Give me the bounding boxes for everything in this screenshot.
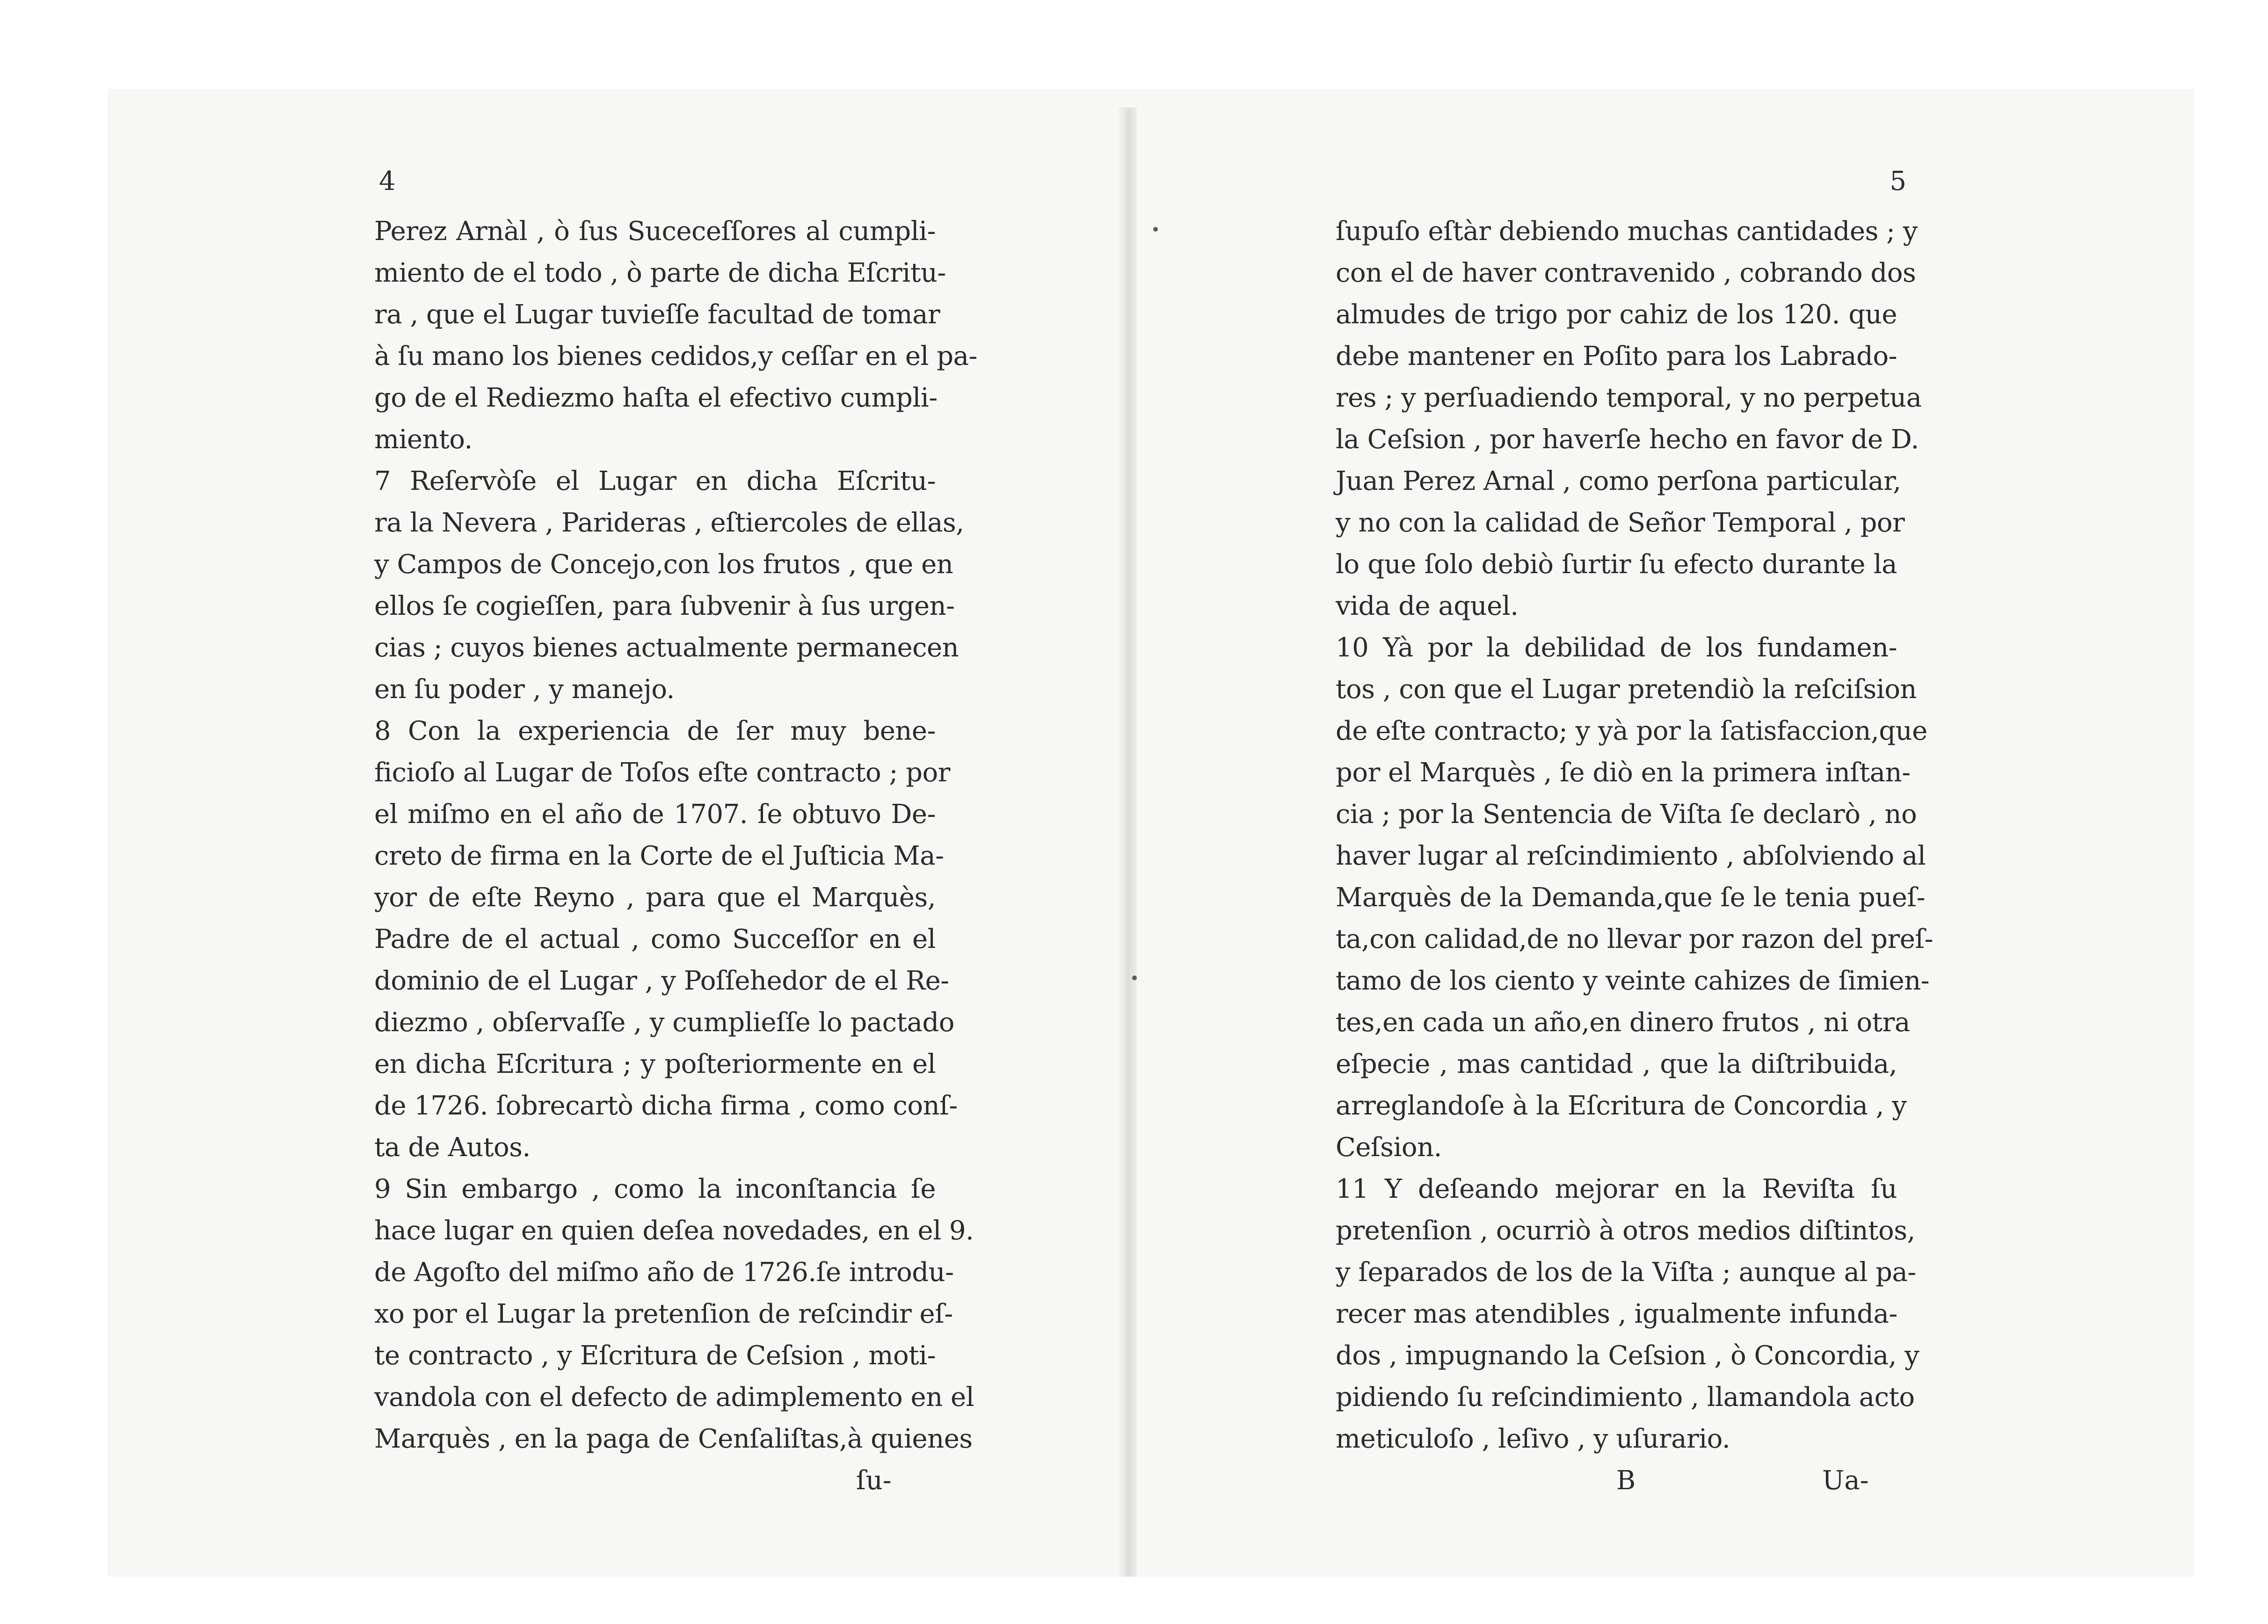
text-line: te contracto , y Eſcritura de Ceſsion , moti- [374,1340,936,1371]
text-line: debe mantener en Poſito para los Labrado- [1336,341,1897,371]
text-line: Juan Perez Arnal , como perſona particular, [1336,466,1901,496]
text-line: de Agoſto del miſmo año de 1726.ſe introdu- [374,1257,954,1288]
text-line: y Campos de Concejo,con los frutos , que en [374,549,953,580]
text-line: por el Marquès , ſe diò en la primera inſtan- [1336,757,1911,788]
text-line: almudes de trigo por cahiz de los 120. que [1336,299,1897,330]
text-line: 11 Y deſeando mejorar en la Reviſta ſu [1336,1174,1897,1204]
text-line: creto de firma en la Corte de el Juſticia Ma- [374,841,944,871]
book-gutter [1118,108,1137,1577]
text-line: Marquès de la Demanda,que ſe le tenia pueſ- [1336,882,1925,913]
text-line: cia ; por la Sentencia de Viſta ſe declarò , no [1336,799,1917,830]
text-line: la Ceſsion , por haverſe hecho en favor de D. [1336,424,1919,455]
text-line: hace lugar en quien deſea novedades, en el 9. [374,1216,974,1246]
text-line: tamo de los ciento y veinte cahizes de ſimien- [1336,966,1930,996]
text-line: vida de aquel. [1336,591,1519,621]
text-line: lo que ſolo debiò ſurtir ſu efecto durante la [1336,549,1897,580]
text-line: ta,con calidad,de no llevar por razon del preſ- [1336,924,1933,954]
page-number: 5 [1890,166,1906,197]
text-line: miento. [374,424,472,455]
text-line: con el de haver contravenido , cobrando dos [1336,258,1916,288]
text-line: 8 Con la experiencia de ſer muy bene- [374,716,936,746]
text-line: 7 Reſervòſe el Lugar en dicha Eſcritu- [374,466,936,496]
text-line: ra la Nevera , Parideras , eſtiercoles de ellas, [374,508,964,538]
text-line: pidiendo ſu reſcindimiento , llamandola acto [1336,1382,1915,1413]
text-line: ficioſo al Lugar de Toſos eſte contracto ; por [374,757,951,788]
text-line: y ſeparados de los de la Viſta ; aunque al pa- [1336,1257,1916,1288]
text-line: yor de eſte Reyno , para que el Marquès, [374,882,936,913]
text-line: à ſu mano los bienes cedidos,y ceſſar en el pa- [374,341,977,371]
ink-speck [1153,227,1158,232]
text-line: haver lugar al reſcindimiento , abſolviendo al [1336,841,1926,871]
text-line: Marquès , en la paga de Cenſaliſtas,à quienes [374,1424,973,1454]
text-line: ta de Autos. [374,1132,531,1163]
text-line: tos , con que el Lugar pretendiò la reſciſsion [1336,674,1917,705]
catchword-line [1336,1460,1897,1501]
text-line: ellos ſe cogieſſen, para ſubvenir à ſus urgen- [374,591,955,621]
text-line: ra , que el Lugar tuvieſſe facultad de tomar [374,299,940,330]
text-line: en ſu poder , y manejo. [374,674,675,705]
catchword: ſu- [856,1465,892,1496]
catchword-line [374,1460,936,1501]
text-line: y no con la calidad de Señor Temporal , por [1336,508,1905,538]
text-line: en dicha Eſcritura ; y poſteriormente en el [374,1049,936,1079]
page-text [1336,211,1933,1501]
text-line: de 1726. ſobrecartò dicha firma , como conſ- [374,1091,958,1121]
text-line: arreglandoſe à la Eſcritura de Concordia , y [1336,1091,1907,1121]
text-line: miento de el todo , ò parte de dicha Eſcritu- [374,258,946,288]
text-line: pretenſion , ocurriò à otros medios diſtintos, [1336,1216,1915,1246]
text-line: recer mas atendibles , igualmente infunda- [1336,1299,1897,1329]
text-line: xo por el Lugar la pretenſion de reſcindir eſ- [374,1299,953,1329]
text-line: Padre de el actual , como Succeſſor en el [374,924,936,954]
text-line: res ; y perſuadiendo temporal, y no perpetua [1336,383,1922,413]
text-line: de eſte contracto; y yà por la ſatisfaccion,que [1336,716,1927,746]
text-line: go de el Rediezmo haſta el efectivo cumpli- [374,383,938,413]
text-line: cias ; cuyos bienes actualmente permanecen [374,633,959,663]
text-line: Perez Arnàl , ò ſus Suceceſſores al cumpli- [374,216,936,247]
text-line: tes,en cada un año,en dinero frutos , ni otra [1336,1007,1910,1038]
text-line: dominio de el Lugar , y Poſſehedor de el Re- [374,966,949,996]
text-line: eſpecie , mas cantidad , que la diſtribuida, [1336,1049,1897,1079]
text-line: Ceſsion. [1336,1132,1442,1163]
text-line: 9 Sin embargo , como la inconſtancia ſe [374,1174,936,1204]
text-line: dos , impugnando la Ceſsion , ò Concordia, y [1336,1340,1919,1371]
signature-mark: B [1616,1465,1636,1496]
text-line: el miſmo en el año de 1707. ſe obtuvo De- [374,799,936,830]
page-text [374,211,977,1501]
text-line: ſupuſo eſtàr debiendo muchas cantidades ; y [1336,216,1918,247]
catchword: Ua- [1822,1465,1869,1496]
text-line: 10 Yà por la debilidad de los fundamen- [1336,633,1897,663]
text-line: diezmo , obſervaſſe , y cumplieſſe lo pactado [374,1007,954,1038]
ink-speck [1132,976,1137,980]
text-line: vandola con el defecto de adimplemento en el [374,1382,974,1413]
text-line: meticuloſo , leſivo , y uſurario. [1336,1424,1730,1454]
page-number: 4 [379,166,396,197]
